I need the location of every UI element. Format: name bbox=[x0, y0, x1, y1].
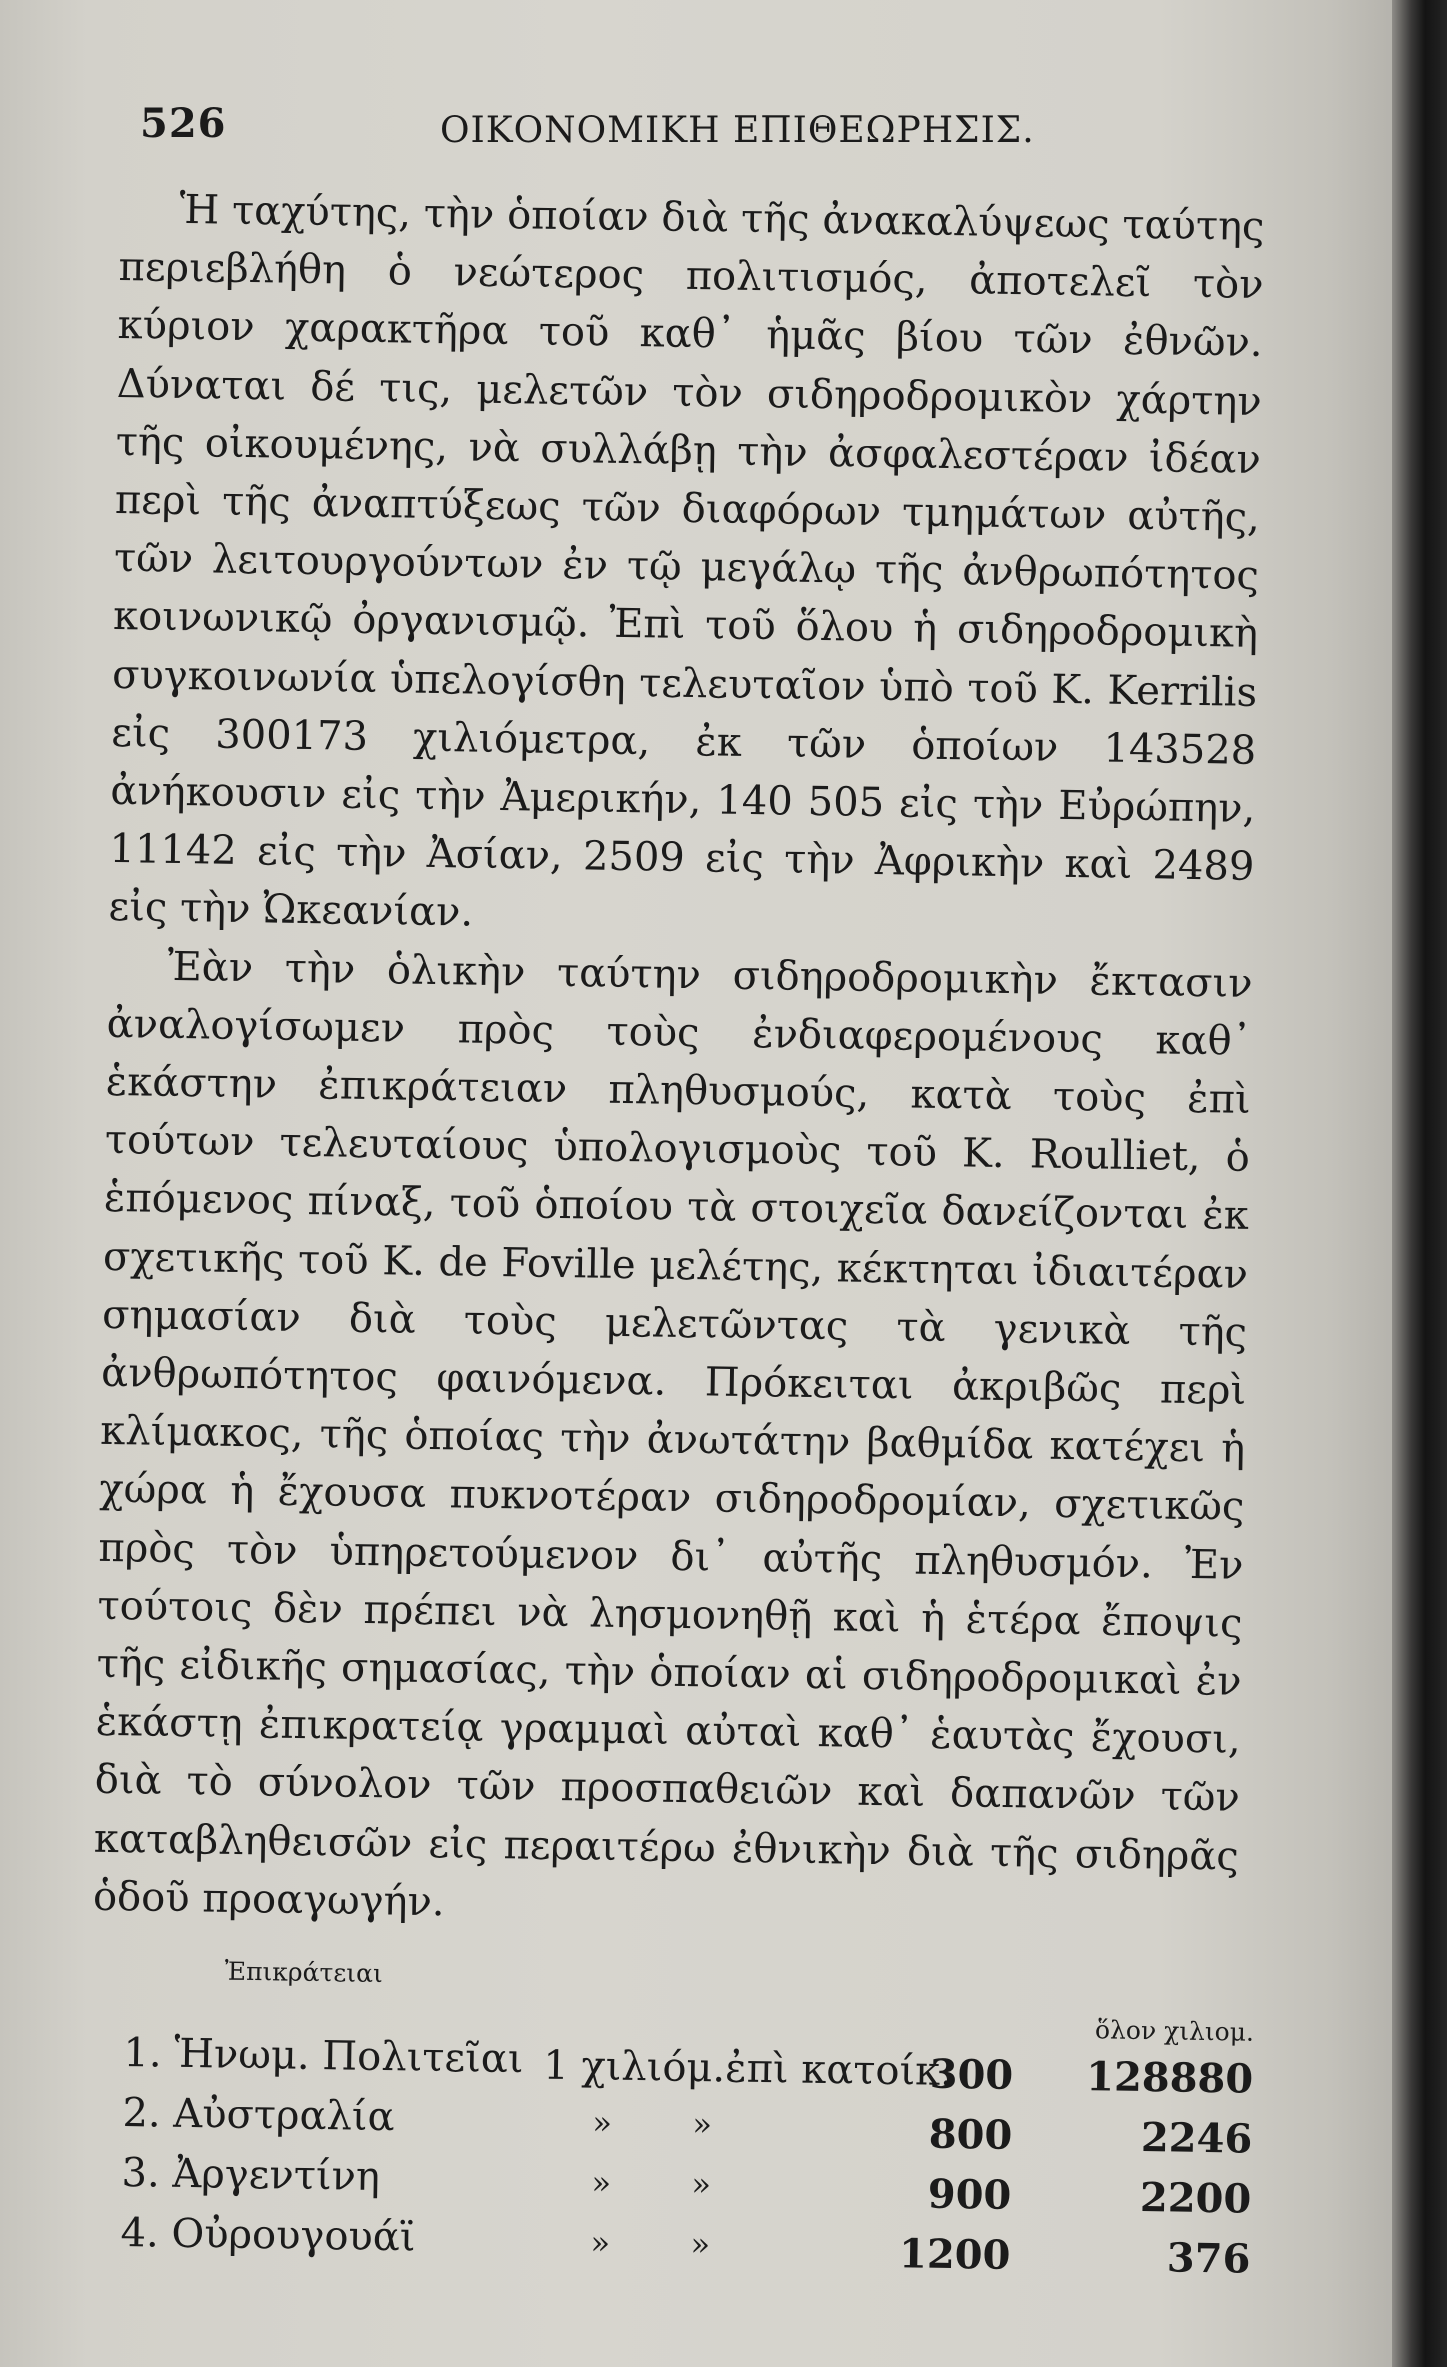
ditto-mark: » bbox=[690, 2224, 711, 2264]
persons-per-km: 300 bbox=[929, 2050, 1014, 2099]
total-km: 2246 bbox=[1140, 2113, 1253, 2163]
country-label: 4. Οὐρουγουάϊ bbox=[120, 2209, 416, 2261]
page-number: 526 bbox=[140, 100, 227, 147]
body-text bbox=[93, 180, 1265, 1944]
persons-per-km: 800 bbox=[928, 2110, 1013, 2159]
unit-text: 1 χιλιόμ.ἐπὶ κατοίκ. bbox=[542, 2042, 954, 2096]
book-binding-shadow bbox=[1392, 0, 1447, 2367]
railway-table bbox=[120, 1955, 1255, 2313]
persons-per-km: 1200 bbox=[898, 2230, 1011, 2279]
country-label: 3. Ἀργεντίνη bbox=[121, 2149, 381, 2201]
ditto-mark: » bbox=[592, 2103, 613, 2142]
country-label: 2. Αὐστραλία bbox=[122, 2089, 395, 2141]
journal-title: ΟΙΚΟΝΟΜΙΚΗ ΕΠΙΘΕΩΡΗΣΙΣ. bbox=[440, 110, 1035, 151]
ditto-mark: » bbox=[590, 2223, 611, 2262]
paragraph-railway-density: Ἐὰν τὴν ὁλικὴν ταύτην σιδηροδρομικὴν ἔκτασιν ἀναλογίσωμεν πρὸς τοὺς ἐνδιαφερομένους καθ᾽ ἑκάστην ἐπικράτειαν πληθυσμούς, κατὰ τοὺς ἐπὶ τούτων τελευταίους ὑπολογισμοὺς τοῦ Κ. Roulliet, ὁ ἑπόμενος πίναξ, τοῦ ὁποίου τὰ στοιχεῖα δανείζονται ἐκ σχετικῆς τοῦ Κ. de Foville μελέτης, κέκτηται ἰδιαιτέραν σημασίαν διὰ τοὺς μελετῶντας τὰ γενικὰ τῆς ἀνθρωπότητος φαινόμενα. Πρόκειται ἀκριβῶς περὶ κλίμακος, τῆς ὁποίας τὴν ἀνωτάτην βαθμίδα κατέχει ἡ χώρα ἡ ἔχουσα πυκνοτέραν σιδηροδρομίαν, σχετικῶς πρὸς τὸν ὑπηρετούμενον δι᾽ αὐτῆς πληθυσμόν. Ἐν τούτοις δὲν πρέπει νὰ λησμονηθῇ καὶ ἡ ἑτέρα ἔποψις τῆς εἰδικῆς σημασίας, τὴν ὁποίαν αἱ σιδηροδρομικαὶ ἐν ἑκάστῃ ἐπικρατείᾳ γραμμαὶ αὐταὶ καθ᾽ ἑαυτὰς ἔχουσι, διὰ τὸ σύνολον τῶν προσπαθειῶν καὶ δαπανῶν τῶν καταβληθεισῶν εἰς περαιτέρω ἐθνικὴν διὰ τῆς σιδηρᾶς ὁδοῦ προαγωγήν. bbox=[92, 943, 1253, 1926]
running-head bbox=[140, 100, 1340, 160]
total-km: 376 bbox=[1166, 2234, 1251, 2283]
persons-per-km: 900 bbox=[927, 2170, 1012, 2219]
total-km: 2200 bbox=[1139, 2173, 1252, 2223]
ditto-mark: » bbox=[691, 2164, 712, 2204]
table-heading: Ἐπικράτειαι bbox=[224, 1956, 384, 1989]
paragraph-railway-extent: Ἡ ταχύτης, τὴν ὁποίαν διὰ τῆς ἀνακαλύψεως ταύτης περιεβλήθη ὁ νεώτερος πολιτισμός, ἀποτελεῖ τὸν κύριον χαρακτῆρα τοῦ καθ᾽ ἡμᾶς βίου τῶν ἐθνῶν. Δύναται δέ τις, μελετῶν τὸν σιδηροδρομικὸν χάρτην τῆς οἰκουμένης, νὰ συλλάβῃ τὴν ἀσφαλεστέραν ἰδέαν περὶ τῆς ἀναπτύξεως τῶν διαφόρων τμημάτων αὐτῆς, τῶν λειτουργούντων ἐν τῷ μεγάλῳ τῆς ἀνθρωπότητος κοινωνικῷ ὀργανισμῷ. Ἐπὶ τοῦ ὅλου ἡ σιδηροδρομικὴ συγκοινωνία ὑπελογίσθη τελευταῖον ὑπὸ τοῦ Κ. Kerrilis εἰς 300173 χιλιόμετρα, ἐκ τῶν ὁποίων 143528 ἀνήκουσιν εἰς τὴν Ἀμερικήν, 140 505 εἰς τὴν Εὐρώπην, 11142 εἰς τὴν Ἀσίαν, 2509 εἰς τὴν Ἀφρικὴν καὶ 2489 εἰς τὴν Ὠκεανίαν. bbox=[108, 186, 1265, 937]
country-label: 1. Ἡνωμ. Πολιτεῖαι bbox=[123, 2029, 524, 2083]
total-km: 128880 bbox=[1085, 2053, 1254, 2103]
total-column-heading: ὅλον χιλιομ. bbox=[1094, 2015, 1255, 2047]
ditto-mark: » bbox=[591, 2163, 612, 2202]
ditto-mark: » bbox=[692, 2104, 713, 2144]
